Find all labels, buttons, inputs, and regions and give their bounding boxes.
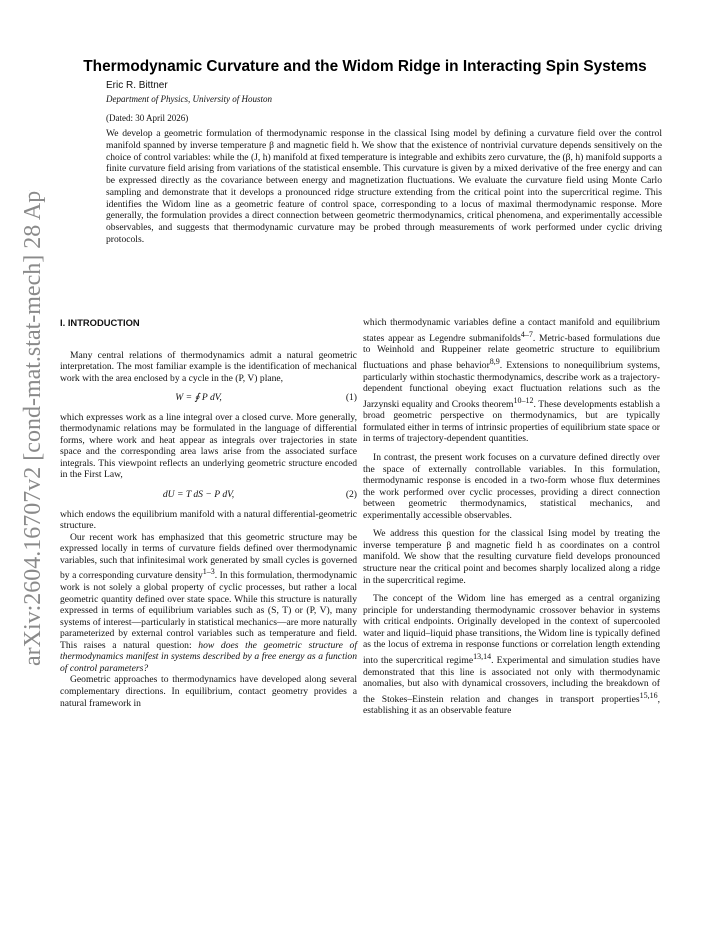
right-paragraph-2: In contrast, the present work focuses on a curvature defined directly over the space of externally controllable variables. In this formulation, thermodynamic response is encoded in a two-form whose flux determines the work performed over cyclic processes, providing a direct connection between geometric thermodynamics, statistical mechanics, and experimentally accessible observables.: [363, 452, 660, 521]
p4-text-a: Our recent work has emphasized that this geometric structure may be expressed locally in terms of curvature fields defined over thermodynamic variables, such that infinitesimal work generated by small cycles is governed by a corresponding curvature density: [60, 531, 357, 582]
rp4-text-a: The concept of the Widom line has emerged as a central organizing principle for understanding thermodynamic crossover behavior in systems with critical endpoints. Originally developed in the context of supercooled water and liquid–liquid phase transitions, the Widom line is typically defined as the locus of extrema in response functions or correlation length extending into the supercritical regime: [363, 593, 660, 666]
citation-10-12: 10–12: [513, 395, 534, 405]
intro-paragraph-4: [60, 532, 357, 675]
paper-title: Thermodynamic Curvature and the Widom Ridge in Interacting Spin Systems: [83, 58, 647, 75]
rp1-text-a: which thermodynamic variables define a contact manifold and equilibrium states appear as Legendre submanifolds: [363, 317, 660, 344]
equation-2-number: (2): [345, 489, 357, 501]
citation-8-9: 8,9: [489, 356, 500, 366]
research-question: how does the geometric structure of thermodynamics manifest in systems described by a free energy as a function of control parameters?: [60, 639, 357, 674]
affiliation: Department of Physics, University of Houston: [106, 94, 272, 104]
p4-text-b: . In this formulation, thermodynamic work is not solely a global property of cyclic processes, but rather a local geometric quantity defined over state space. While this structure is naturally expressed in terms of equilibrium variables such as (S, T) or (P, V), many systems of interest—particularly in statistical mechanics—are more naturally parameterized by external control variables such as temperature and field. This raises a natural question:: [60, 570, 358, 651]
intro-paragraph-1: Many central relations of thermodynamics admit a natural geometric interpretation. The most familiar example is the identification of mechanical work with the area enclosed by a cycle in the (P, V) plane,: [60, 349, 357, 384]
right-paragraph-4: [363, 593, 660, 717]
author-name: Eric R. Bittner: [106, 80, 168, 91]
abstract: We develop a geometric formulation of thermodynamic response in the classical Ising model by defining a curvature field over the control manifold spanned by inverse temperature β and magnetic field h. We show that the existence of nontrivial curvature depends sensitively on the choice of control variables: while the (J, h) manifold at fixed temperature is integrable and exhibits zero curvature, the (β, h) manifold supports a finite curvature field arising from variations of the statistical ensemble. This curvature is given by a mixed derivative of the free energy and can be expressed directly as the covariance between energy and magnetization fluctuations. We evaluate the curvature field using Monte Carlo sampling and demonstrate that it develops a pronounced ridge structure extending from the critical point into the supercritical regime. This identifies the Widom line as a geometric feature of control space, corresponding to a locus of maximal thermodynamic response. More generally, the formulation provides a direct connection between geometric thermodynamics, critical phenomena, and experimentally accessible observables, and suggests that thermodynamic curvature may be probed through measurements of work performed under cyclic driving protocols.: [106, 128, 662, 245]
right-paragraph-3: We address this question for the classical Ising model by treating the inverse temperature β and magnetic field h as coordinates on a control manifold. We show that the resulting curvature field develops pronounced structure near the critical point and becomes sharply localized along a ridge in the supercritical regime.: [363, 528, 660, 586]
arxiv-stamp-text: arXiv:2604.16707v2 [cond-mat.stat-mech] 28 Apr 2026: [20, 190, 46, 666]
intro-paragraph-5: Geometric approaches to thermodynamics have developed along several complementary directions. In equilibrium, contact geometry provides a natural framework in: [60, 674, 357, 709]
equation-1-number: (1): [345, 392, 357, 404]
rp4-text-c: , establishing it as an observable feature: [363, 693, 660, 717]
citation-4-7: 4–7: [520, 329, 533, 339]
equation-1: [60, 392, 357, 404]
right-paragraph-1: [363, 317, 660, 445]
rp4-text-b: . Experimental and simulation studies have demonstrated that this line is associated not only with thermodynamic anomalies, but also with dynamical crossovers, including the breakdown of the Stokes–Einstein relation and changes in transport properties: [363, 654, 660, 705]
equation-2-body: dU = T dS − P dV,: [162, 489, 235, 501]
left-column: [60, 317, 357, 709]
intro-paragraph-2: which expresses work as a line integral over a closed curve. More generally, thermodynamic relations may be formulated in the language of differential forms, where work and heat appear as integrals over trajectories in state space and the corresponding area laws arise from the associated surface integrals. This viewpoint reflects an underlying geometric structure encoded in the First Law,: [60, 411, 357, 481]
citation-13-14: 13,14: [473, 651, 492, 661]
rp1-text-b: . Metric-based formulations due to Weinhold and Ruppeiner relate geometric structure to equilibrium fluctuations and phase behavior: [363, 332, 660, 372]
equation-1-body: W = ∮ P dV,: [175, 392, 222, 404]
rp1-text-d: . These developments establish a broad geometric perspective on thermodynamics, but are typically formulated either in terms of intrinsic properties of equilibrium state space or in terms of trajectory-dependent quantities.: [363, 398, 661, 445]
arxiv-side-stamp: [10, 190, 50, 670]
intro-paragraph-3: which endows the equilibrium manifold with a natural differential-geometric structure.: [60, 508, 357, 532]
citation-1-3: 1–3: [202, 567, 215, 577]
date-line: (Dated: 30 April 2026): [106, 113, 189, 123]
rp1-text-c: . Extensions to nonequilibrium systems, particularly within stochastic thermodynamics, describe work as a trajectory-dependent functional obeying exact fluctuation relations such as the Jarzynski equality and Crooks theorem: [363, 360, 661, 410]
equation-2: [60, 489, 357, 501]
right-column: [363, 317, 660, 717]
section-heading: I. INTRODUCTION: [60, 317, 140, 328]
citation-15-16: 15,16: [639, 690, 658, 700]
